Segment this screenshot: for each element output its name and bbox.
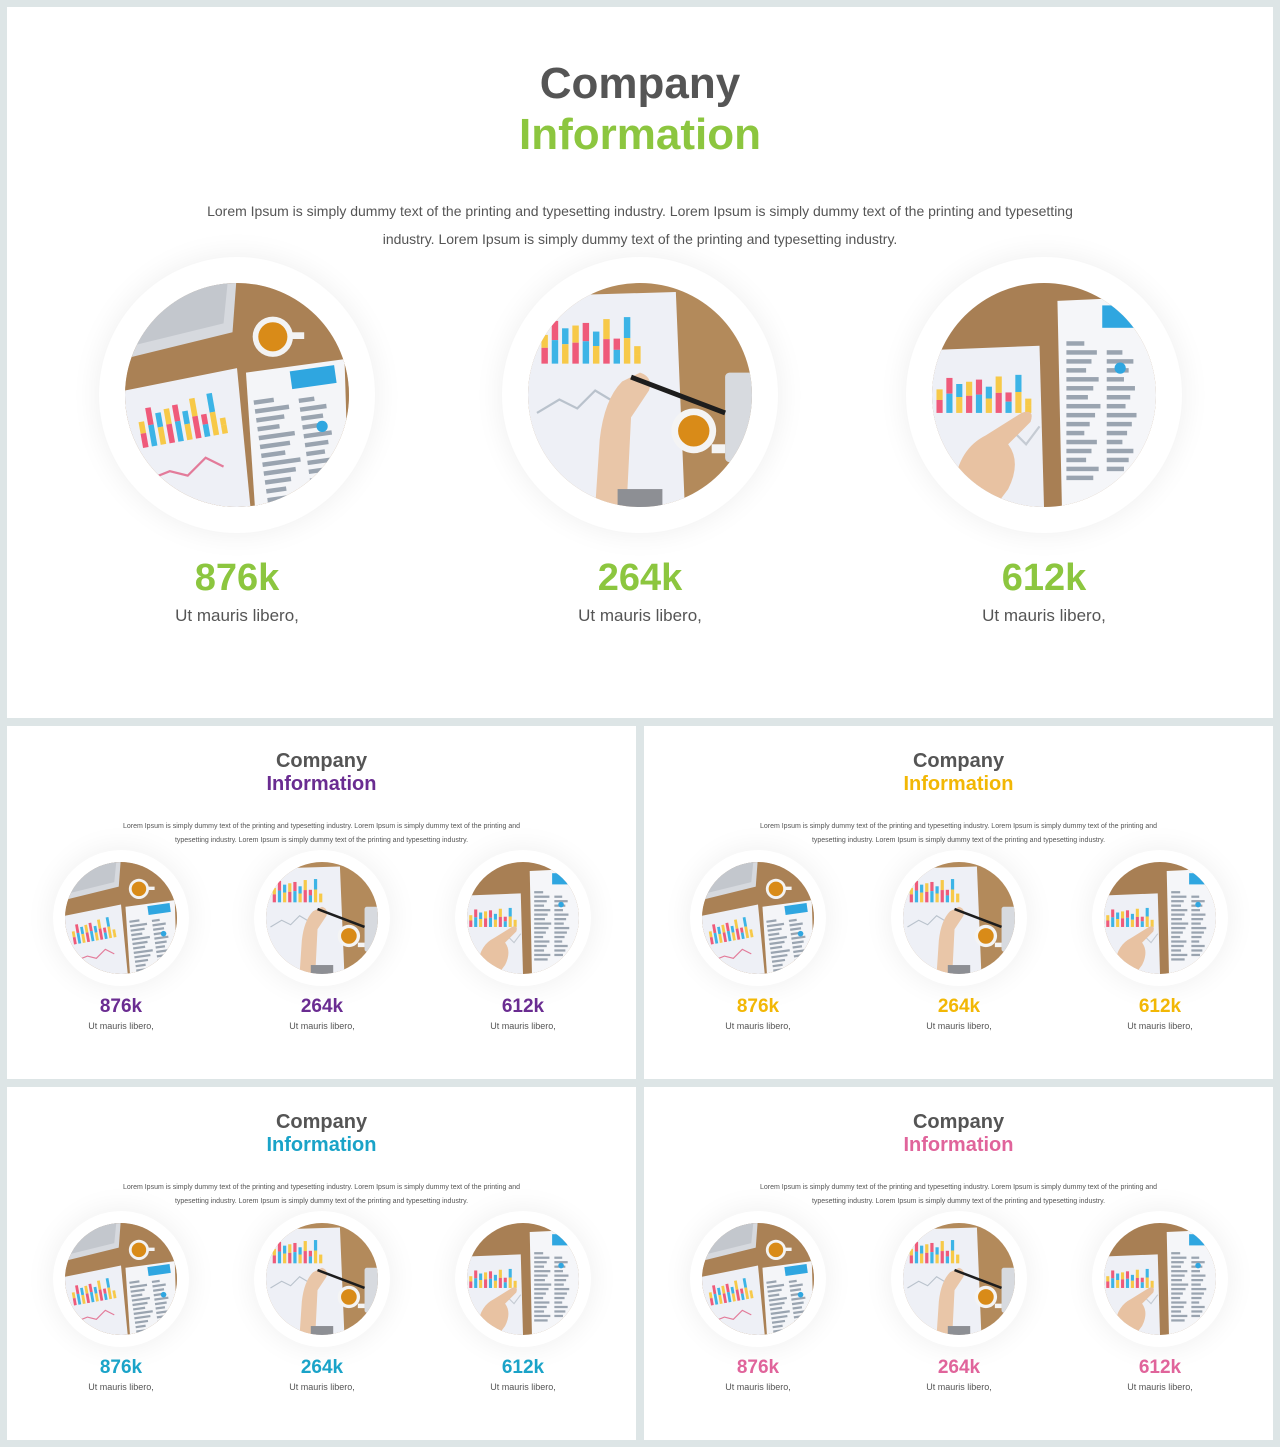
stat-item [688,850,828,1031]
title-line-company: Company [275,750,368,772]
stat-item [688,1211,828,1392]
slide-yellow [644,726,1273,1079]
stat-item [252,1211,392,1392]
slide-pink [644,1087,1273,1440]
stat-value: 612k [501,1357,545,1378]
photo-ring [254,1211,390,1347]
photo-ring [53,850,189,986]
stat-item [889,1211,1029,1392]
finger-pointing-chart-photo [467,862,579,974]
description-text: Lorem Ipsum is simply dummy text of the printing and typesetting industry. Lorem Ipsum is simply dummy text of the printing and typesetting industry. Lorem Ipsum is simply dummy text of the printing and typesetting industry. [122,1184,521,1205]
stat-value: 876k [736,996,780,1017]
photo-ring [690,850,826,986]
stat-value: 264k [300,1357,344,1378]
photo-ring [99,257,375,533]
finger-pointing-chart-photo [1104,862,1216,974]
photo-ring [1092,1211,1228,1347]
photo-ring [906,257,1182,533]
stat-label: Ut mauris libero, [926,1382,992,1392]
photo-ring [455,850,591,986]
photo-ring [690,1211,826,1347]
stat-label: Ut mauris libero, [926,1021,992,1031]
slide-title [7,1111,636,1157]
stat-value: 612k [1138,996,1182,1017]
stat-label: Ut mauris libero, [289,1382,355,1392]
stat-value: 612k [501,996,545,1017]
hand-pen-chart-photo [266,1223,378,1335]
title-line-company: Company [912,1111,1005,1133]
stat-item [252,850,392,1031]
stat-value: 264k [937,1357,981,1378]
stat-item [92,257,382,626]
title-line-company: Company [912,750,1005,772]
stat-label: Ut mauris libero, [725,1021,791,1031]
title-line-information: Information [519,109,761,159]
description-text: Lorem Ipsum is simply dummy text of the printing and typesetting industry. Lorem Ipsum is simply dummy text of the printing and typesetting industry. Lorem Ipsum is simply dummy text of the printing and typesetting industry. [207,203,1073,247]
finger-pointing-chart-photo [467,1223,579,1335]
title-line-information: Information [266,1134,377,1156]
stat-label: Ut mauris libero, [725,1382,791,1392]
slide-purple [7,726,636,1079]
photo-ring [53,1211,189,1347]
stat-value: 876k [99,996,143,1017]
hand-pen-chart-photo [266,862,378,974]
photo-ring [891,1211,1027,1347]
stat-label: Ut mauris libero, [88,1021,154,1031]
photo-ring [891,850,1027,986]
photo-ring [1092,850,1228,986]
stat-value: 264k [300,996,344,1017]
finger-pointing-chart-photo [932,283,1156,507]
stat-label: Ut mauris libero, [175,606,299,625]
description-text: Lorem Ipsum is simply dummy text of the printing and typesetting industry. Lorem Ipsum is simply dummy text of the printing and typesetting industry. Lorem Ipsum is simply dummy text of the printing and typesetting industry. [122,823,521,844]
stat-item [899,257,1189,626]
title-line-information: Information [903,773,1014,795]
laptop-coffee-chart-photo [702,862,814,974]
laptop-coffee-chart-photo [702,1223,814,1335]
stat-label: Ut mauris libero, [490,1382,556,1392]
slide-blue [7,1087,636,1440]
stat-label: Ut mauris libero, [1127,1382,1193,1392]
slide-green [7,7,1273,718]
photo-ring [455,1211,591,1347]
slide-title [644,750,1273,796]
title-line-company: Company [539,59,741,108]
stat-value: 876k [99,1357,143,1378]
stat-label: Ut mauris libero, [982,606,1106,625]
stat-value: 876k [194,557,280,599]
laptop-coffee-chart-photo [65,862,177,974]
stat-value: 612k [1138,1357,1182,1378]
hand-pen-chart-photo [903,862,1015,974]
hand-pen-chart-photo [528,283,752,507]
title-line-information: Information [266,773,377,795]
stat-value: 264k [937,996,981,1017]
photo-ring [502,257,778,533]
stat-item [453,850,593,1031]
stat-value: 264k [597,557,683,599]
hand-pen-chart-photo [903,1223,1015,1335]
stat-item [495,257,785,626]
slide-title [7,59,1273,160]
stat-label: Ut mauris libero, [1127,1021,1193,1031]
description-text: Lorem Ipsum is simply dummy text of the printing and typesetting industry. Lorem Ipsum is simply dummy text of the printing and typesetting industry. Lorem Ipsum is simply dummy text of the printing and typesetting industry. [759,1184,1158,1205]
stat-value: 876k [736,1357,780,1378]
stat-label: Ut mauris libero, [578,606,702,625]
finger-pointing-chart-photo [1104,1223,1216,1335]
stat-item [1090,1211,1230,1392]
laptop-coffee-chart-photo [125,283,349,507]
slide-title [7,750,636,796]
stat-label: Ut mauris libero, [289,1021,355,1031]
slide-title [644,1111,1273,1157]
stat-item [453,1211,593,1392]
stat-item [889,850,1029,1031]
photo-ring [254,850,390,986]
description-text: Lorem Ipsum is simply dummy text of the printing and typesetting industry. Lorem Ipsum is simply dummy text of the printing and typesetting industry. Lorem Ipsum is simply dummy text of the printing and typesetting industry. [759,823,1158,844]
stat-item [51,850,191,1031]
stat-item [51,1211,191,1392]
stat-label: Ut mauris libero, [88,1382,154,1392]
stat-label: Ut mauris libero, [490,1021,556,1031]
title-line-company: Company [275,1111,368,1133]
stat-value: 612k [1001,557,1087,599]
stat-item [1090,850,1230,1031]
laptop-coffee-chart-photo [65,1223,177,1335]
title-line-information: Information [903,1134,1014,1156]
